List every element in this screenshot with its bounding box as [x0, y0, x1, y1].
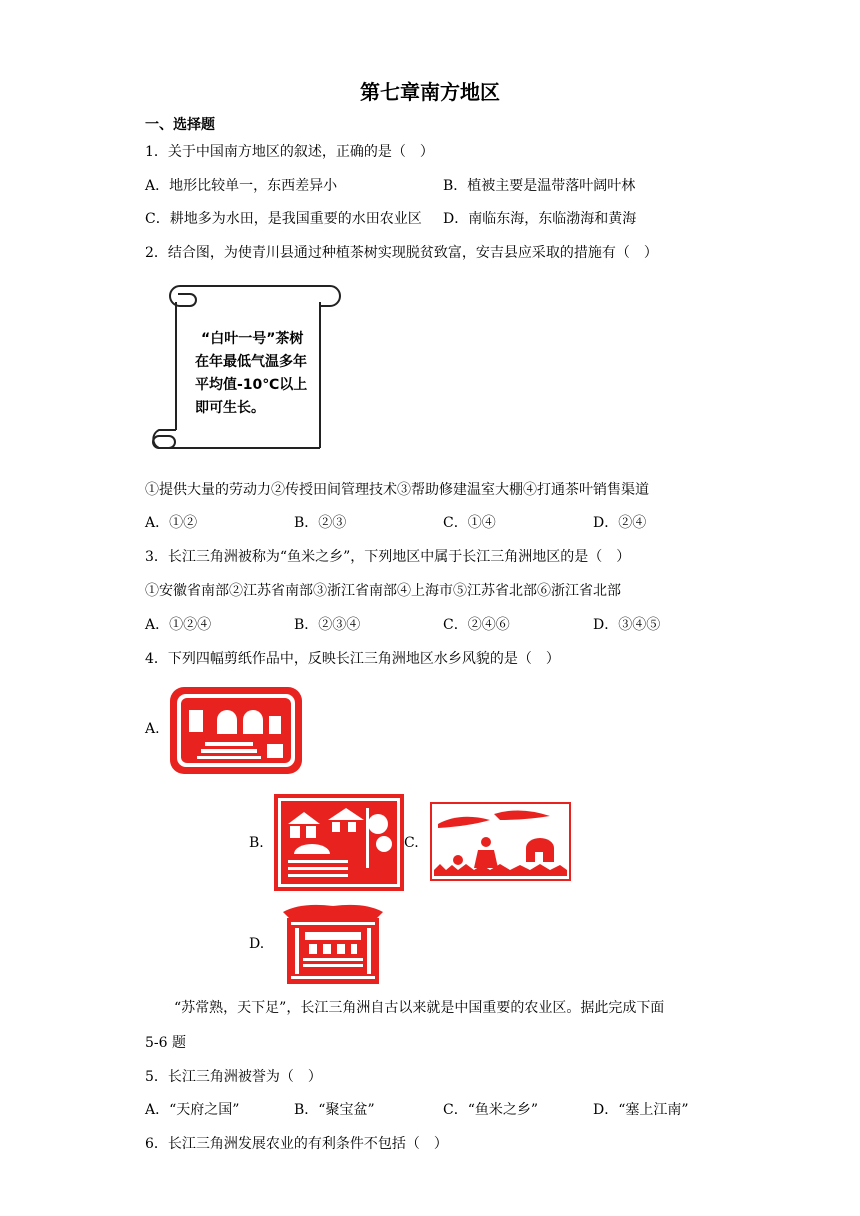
q2-stem: 2．结合图，为使青川县通过种植茶树实现脱贫致富，安吉县应采取的措施有（ ） — [145, 245, 658, 261]
q5-stem: 5．长江三角洲被誉为（ ） — [145, 1069, 322, 1085]
papercut-b-image — [274, 794, 404, 891]
q1-option-b: B．植被主要是温带落叶阔叶林 — [443, 178, 636, 194]
q3-items: ①安徽省南部②江苏省南部③浙江省南部④上海市⑤江苏省北部⑥浙江省北部 — [145, 583, 621, 599]
q1-stem: 1．关于中国南方地区的叙述，正确的是（ ） — [145, 144, 434, 160]
q3-option-b: B．②③④ — [294, 617, 361, 633]
q5-option-b: B．“聚宝盆” — [294, 1102, 375, 1118]
section-heading: 一、选择题 — [145, 117, 215, 133]
scroll-line: 即可生长。 — [195, 400, 265, 416]
q5-option-a: A．“天府之国” — [145, 1102, 240, 1118]
q2-items: ①提供大量的劳动力②传授田间管理技术③帮助修建温室大棚④打通茶叶销售渠道 — [145, 482, 649, 498]
q1-option-c: C．耕地多为水田，是我国重要的水田农业区 — [145, 211, 422, 227]
q2-option-c: C．①④ — [443, 515, 496, 531]
q1-option-d: D．南临东海，东临渤海和黄海 — [443, 211, 637, 227]
q3-stem: 3．长江三角洲被称为“鱼米之乡”，下列地区中属于长江三角洲地区的是（ ） — [145, 549, 631, 565]
q4-option-d-label: D. — [249, 936, 265, 952]
q4-stem: 4．下列四幅剪纸作品中，反映长江三角洲地区水乡风貌的是（ ） — [145, 651, 560, 667]
intro-line-1: “苏常熟，天下足”，长江三角洲自古以来就是中国重要的农业区。据此完成下面 — [174, 1000, 665, 1016]
q2-option-a: A．①② — [145, 515, 198, 531]
papercut-a-image — [169, 686, 303, 775]
q2-option-b: B．②③ — [294, 515, 347, 531]
q4-option-b-label: B. — [249, 835, 264, 851]
q5-option-d: D．“塞上江南” — [593, 1102, 689, 1118]
q4-option-c-label: C. — [404, 835, 419, 851]
q4-option-a-label: A. — [145, 721, 160, 737]
intro-line-2: 5-6 题 — [145, 1035, 186, 1051]
q3-option-d: D．③④⑤ — [593, 617, 661, 633]
scroll-figure — [145, 280, 343, 460]
q2-option-d: D．②④ — [593, 515, 647, 531]
q3-option-c: C．②④⑥ — [443, 617, 510, 633]
papercut-d-image — [281, 902, 385, 984]
q1-option-a: A．地形比较单一，东西差异小 — [145, 178, 338, 194]
scroll-line: 平均值-10℃以上 — [195, 377, 308, 393]
q5-option-c: C．“鱼米之乡” — [443, 1102, 539, 1118]
scroll-line: 在年最低气温多年 — [195, 354, 307, 370]
q3-option-a: A．①②④ — [145, 617, 212, 633]
page-title: 第七章南方地区 — [360, 80, 500, 104]
scroll-text — [195, 328, 307, 420]
papercut-c-image — [430, 802, 571, 881]
scroll-line: “白叶一号”茶树 — [201, 331, 304, 347]
q6-stem: 6．长江三角洲发展农业的有利条件不包括（ ） — [145, 1136, 448, 1152]
